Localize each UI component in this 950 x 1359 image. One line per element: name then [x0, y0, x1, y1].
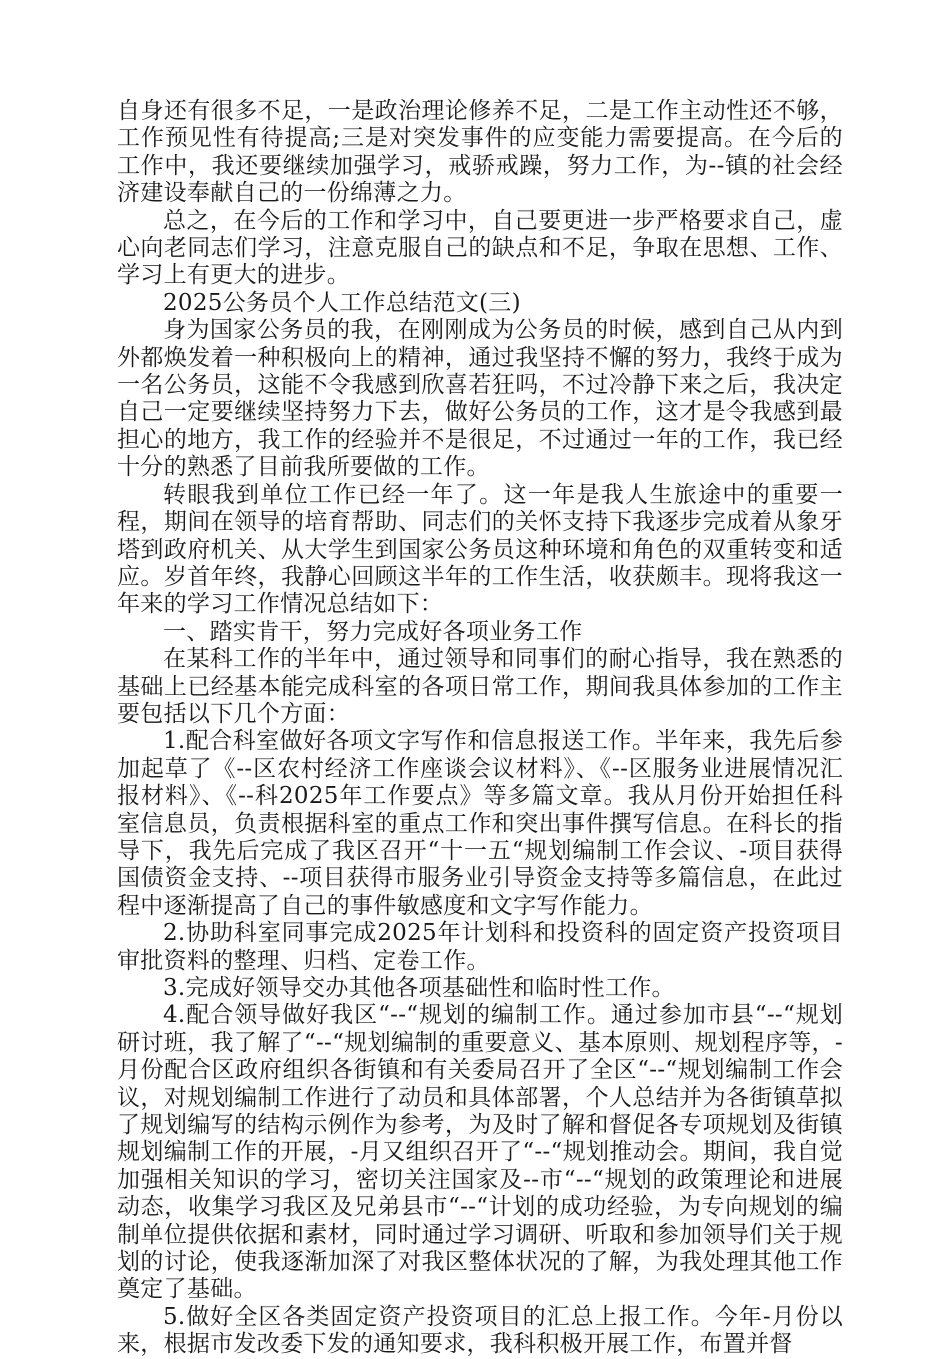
list-item-1: 1.配合科室做好各项文字写作和信息报送工作。半年来，我先后参加起草了《--区农村经济工作座谈会议材料》、《--区服务业进展情况汇报材料》、《--科2025年工作要点》等多篇文章。我从月份开始担任科室信息员，负责根据科室的重点工作和突出事件撰写信息。在科长的指导下，我先后完成了我区召开“十一五“规划编制工作会议、-项目获得国债资金支持、--项目获得市服务业引导资金支持等多篇信息，在此过程中逐渐提高了自己的事件敏感度和文字写作能力。 — [117, 728, 843, 919]
paragraph-2: 总之，在今后的工作和学习中，自己要更进一步严格要求自己，虚心向老同志们学习，注意克服自己的缺点和不足，争取在思想、工作、学习上有更大的进步。 — [117, 207, 843, 289]
list-item-4: 4.配合领导做好我区“--“规划的编制工作。通过参加市县“--“规划研讨班，我了解了“--“规划编制的重要意义、基本原则、规划程序等，-月份配合区政府组织各街镇和有关委局召开了全区“--“规划编制工作会议，对规划编制工作进行了动员和具体部署，个人总结并为各街镇草拟了规划编写的结构示例作为参考，为及时了解和督促各专项规划及街镇规划编制工作的开展，-月又组织召开了“--“规划推动会。期间，我自觉加强相关知识的学习，密切关注国家及--市“--“规划的政策理论和进展动态，收集学习我区及兄弟县市“--“计划的成功经验，为专向规划的编制单位提供依据和素材，同时通过学习调研、听取和参加领导们关于规划的讨论，使我逐渐加深了对我区整体状况的了解，为我处理其他工作奠定了基础。 — [117, 1002, 843, 1303]
paragraph-7: 在某科工作的半年中，通过领导和同事们的耐心指导，我在熟悉的基础上已经基本能完成科室的各项日常工作，期间我具体参加的工作主要包括以下几个方面： — [117, 646, 843, 727]
list-item-5: 5.做好全区各类固定资产投资项目的汇总上报工作。今年-月份以来，根据市发改委下发的通知要求，我科积极开展工作，布置并督 — [117, 1303, 843, 1358]
section-title: 2025公务员个人工作总结范文(三) — [163, 289, 521, 316]
document-page — [117, 98, 843, 1359]
list-item-3: 3.完成好领导交办其他各项基础性和临时性工作。 — [163, 975, 675, 1001]
list-item-2: 2.协助科室同事完成2025年计划科和投资科的固定资产投资项目审批资料的整理、归档、定卷工作。 — [117, 920, 843, 974]
paragraph-1: 自身还有很多不足，一是政治理论修养不足，二是工作主动性还不够，工作预见性有待提高;三是对突发事件的应变能力需要提高。在今后的工作中，我还要继续加强学习，戒骄戒躁，努力工作，为--镇的社会经济建设奉献自己的一份绵薄之力。 — [117, 98, 843, 207]
paragraph-5: 转眼我到单位工作已经一年了。这一年是我人生旅途中的重要一程，期间在领导的培育帮助、同志们的关怀支持下我逐步完成着从象牙塔到政府机关、从大学生到国家公务员这种环境和角色的双重转变和适应。岁首年终，我静心回顾这半年的工作生活，收获颇丰。现将我这一年来的学习工作情况总结如下： — [117, 481, 843, 618]
subheading: 一、踏实肯干，努力完成好各项业务工作 — [163, 618, 583, 645]
paragraph-4: 身为国家公务员的我，在刚刚成为公务员的时候，感到自己从内到外都焕发着一种积极向上的精神，通过我坚持不懈的努力，我终于成为一名公务员，这能不令我感到欣喜若狂吗，不过冷静下来之后，我决定自己一定要继续坚持努力下去，做好公务员的工作，这才是令我感到最担心的地方，我工作的经验并不是很足，不过通过一年的工作，我已经十分的熟悉了目前我所要做的工作。 — [117, 317, 843, 481]
